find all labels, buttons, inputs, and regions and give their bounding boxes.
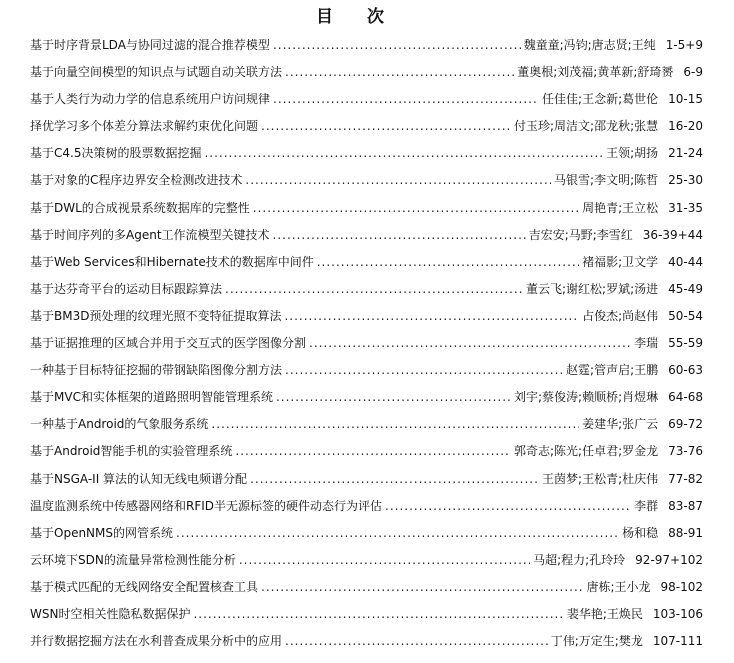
toc-entry-pages: 45-49 (668, 281, 703, 296)
toc-entry-title: 温度监测系统中传感器网络和RFID半无源标签的硬件动态行为评估 (30, 498, 383, 513)
toc-entry-leader (261, 577, 583, 597)
toc-entry-pages: 107-111 (652, 634, 703, 649)
toc-entry-title: 一种基于Android的气象服务系统 (30, 417, 209, 432)
toc-entry-pages: 60-63 (668, 363, 703, 378)
toc-entry[interactable] (30, 170, 703, 197)
toc-entry-authors: 周艳青;王立松 (582, 200, 659, 215)
toc-entry-leader (273, 89, 539, 109)
toc-entry-leader (261, 116, 511, 136)
toc-entry-title: WSN时空相关性隐私数据保护 (30, 606, 191, 621)
toc-entry-pages: 16-20 (668, 119, 703, 134)
toc-entry[interactable] (30, 414, 703, 441)
toc-entry-authors: 杨和稳 (622, 525, 659, 540)
toc-entry[interactable] (30, 279, 703, 306)
toc-entry-leader (273, 225, 526, 245)
toc-entry[interactable] (30, 360, 703, 387)
toc-entry[interactable] (30, 143, 703, 170)
toc-entry-authors: 李瑞 (634, 336, 659, 351)
toc-entry-pages: 6-9 (683, 65, 703, 80)
page-title: 目 次 (316, 7, 398, 27)
toc-entry-leader (285, 62, 514, 82)
toc-entry-authors: 马超;程力;孔玲玲 (533, 552, 626, 567)
toc-entry[interactable] (30, 225, 703, 252)
toc-entry-authors: 李群 (634, 498, 659, 513)
toc-entry-title: 基于C4.5决策树的股票数据挖掘 (30, 146, 202, 161)
toc-entry-pages: 69-72 (668, 417, 703, 432)
toc-entry-title: 基于NSGA-II 算法的认知无线电频谱分配 (30, 471, 248, 486)
toc-entry-pages: 1-5+9 (665, 38, 703, 52)
toc-entry-title: 基于Web Services和Hibernate技术的数据库中间件 (30, 254, 314, 269)
toc-entry-authors: 郭奇志;陈光;任卓君;罗金龙 (513, 444, 659, 459)
toc-entry-authors: 董云飞;谢红松;罗斌;汤进 (525, 281, 659, 296)
toc-entry-pages: 88-91 (668, 525, 703, 540)
toc-entry-title: 基于时间序列的多Agent工作流模型关键技术 (30, 227, 270, 242)
toc-entry-leader (309, 333, 631, 353)
toc-entry-pages: 21-24 (668, 146, 703, 161)
toc-entry-title: 基于对象的C程序边界安全检测改进技术 (30, 173, 243, 188)
toc-entry[interactable] (30, 89, 703, 116)
toc-entry-pages: 55-59 (668, 336, 703, 351)
toc-entry-authors: 魏童童;冯钧;唐志贤;王纯 (523, 38, 656, 52)
toc-entry-leader (239, 550, 530, 570)
toc-entry-leader (250, 469, 539, 489)
toc-entry[interactable] (30, 550, 703, 577)
toc-entry-pages: 50-54 (668, 308, 703, 323)
toc-entry-authors: 姜建华;张广云 (582, 417, 659, 432)
toc-entry[interactable] (30, 441, 703, 468)
toc-entry-authors: 刘宇;蔡俊涛;赖顺桥;肖煜琳 (513, 390, 659, 405)
toc-entry-title: 基于达芬奇平台的运动目标跟踪算法 (30, 281, 223, 296)
toc-entry-pages: 64-68 (668, 390, 703, 405)
toc-entry-title: 基于证据推理的区域合并用于交互式的医学图像分割 (30, 336, 307, 351)
toc-entry-authors: 占俊杰;尚赵伟 (582, 308, 659, 323)
toc-entry-title: 并行数据挖掘方法在水利普查成果分析中的应用 (30, 634, 283, 649)
toc-entry-leader (285, 360, 563, 380)
toc-entry-pages: 73-76 (668, 444, 703, 459)
toc-entry-leader (385, 496, 631, 516)
toc-entry-leader (273, 35, 521, 55)
toc-entry-pages: 31-35 (668, 200, 703, 215)
toc-entry-title: 基于DWL的合成视景系统数据库的完整性 (30, 200, 250, 215)
toc-entry-title: 基于MVC和实体框架的道路照明智能管理系统 (30, 390, 273, 405)
toc-entry[interactable] (30, 252, 703, 279)
toc-entry-authors: 王领;胡扬 (606, 146, 659, 161)
toc-entry-leader (245, 170, 551, 190)
toc-entry-leader (225, 279, 523, 299)
toc-entry-title: 择优学习多个体差分算法求解约束优化问题 (30, 119, 259, 134)
toc-entry-authors: 马银雪;李文明;陈哲 (554, 173, 659, 188)
toc-entry-title: 基于BM3D预处理的纹理光照不变特征提取算法 (30, 308, 282, 323)
toc-entry[interactable] (30, 333, 703, 360)
toc-entry-leader (176, 523, 619, 543)
toc-entry[interactable] (30, 387, 703, 414)
toc-entry-authors: 任佳佳;王念新;葛世伦 (542, 92, 659, 107)
toc-entry-authors: 付玉珍;周洁文;邵龙秋;张慧 (513, 119, 659, 134)
toc-entry-authors: 王茵梦;王松青;杜庆伟 (542, 471, 659, 486)
toc-entry[interactable] (30, 306, 703, 333)
toc-entry-pages: 103-106 (652, 606, 703, 621)
toc-entry-title: 一种基于目标特征挖掘的带钢缺陷图像分割方法 (30, 363, 283, 378)
toc-entry-authors: 吉宏安;马野;李雪红 (528, 227, 633, 242)
toc-entry-pages: 10-15 (668, 92, 703, 107)
toc-entry-leader (204, 143, 603, 163)
toc-entry-title: 基于时序背景LDA与协同过滤的混合推荐模型 (30, 38, 270, 52)
toc-entry[interactable] (30, 496, 703, 523)
toc-entry-leader (317, 252, 579, 272)
toc-entry-title: 基于模式匹配的无线网络安全配置核查工具 (30, 579, 259, 594)
toc-entry-pages: 98-102 (660, 579, 703, 594)
toc-entry-title: 基于向量空间模型的知识点与试题自动关联方法 (30, 65, 283, 80)
toc-entry[interactable] (30, 35, 703, 62)
toc-entry-leader (193, 604, 563, 624)
toc-entry-pages: 40-44 (668, 254, 703, 269)
toc-entry-title: 基于Android智能手机的实验管理系统 (30, 444, 233, 459)
toc-entry-leader (211, 414, 579, 434)
toc-entry[interactable] (30, 116, 703, 143)
toc-entry-leader (284, 306, 579, 326)
toc-entry[interactable] (30, 523, 703, 550)
toc-entry-authors: 赵霆;管声启;王鹏 (566, 363, 659, 378)
toc-entry[interactable] (30, 604, 703, 631)
toc-entry-leader (235, 441, 511, 461)
toc-entry-pages: 36-39+44 (642, 227, 703, 242)
toc-entry[interactable] (30, 469, 703, 496)
toc-entry-title: 基于OpenNMS的网管系统 (30, 525, 173, 540)
toc-entry-pages: 83-87 (668, 498, 703, 513)
toc-entry[interactable] (30, 62, 703, 89)
table-of-contents (30, 35, 703, 658)
toc-entry-leader (276, 387, 511, 407)
toc-entry-authors: 裴华艳;王焕民 (566, 606, 643, 621)
toc-entry-title: 基于人类行为动力学的信息系统用户访问规律 (30, 92, 271, 107)
toc-entry-leader (253, 198, 579, 218)
toc-entry-title: 云环境下SDN的流量异常检测性能分析 (30, 552, 236, 567)
toc-entry-pages: 77-82 (668, 471, 703, 486)
toc-entry[interactable] (30, 631, 703, 658)
toc-entry-leader (285, 631, 548, 651)
toc-entry[interactable] (30, 577, 703, 604)
toc-entry-authors: 褚福影;卫文学 (582, 254, 659, 269)
toc-entry-authors: 唐栋;王小龙 (586, 579, 651, 594)
toc-entry[interactable] (30, 198, 703, 225)
toc-entry-pages: 92-97+102 (635, 552, 703, 567)
toc-entry-authors: 丁伟;万定生;樊龙 (550, 634, 643, 649)
toc-entry-pages: 25-30 (668, 173, 703, 188)
toc-entry-authors: 董奥根;刘茂福;黄革新;舒琦赟 (517, 65, 674, 80)
